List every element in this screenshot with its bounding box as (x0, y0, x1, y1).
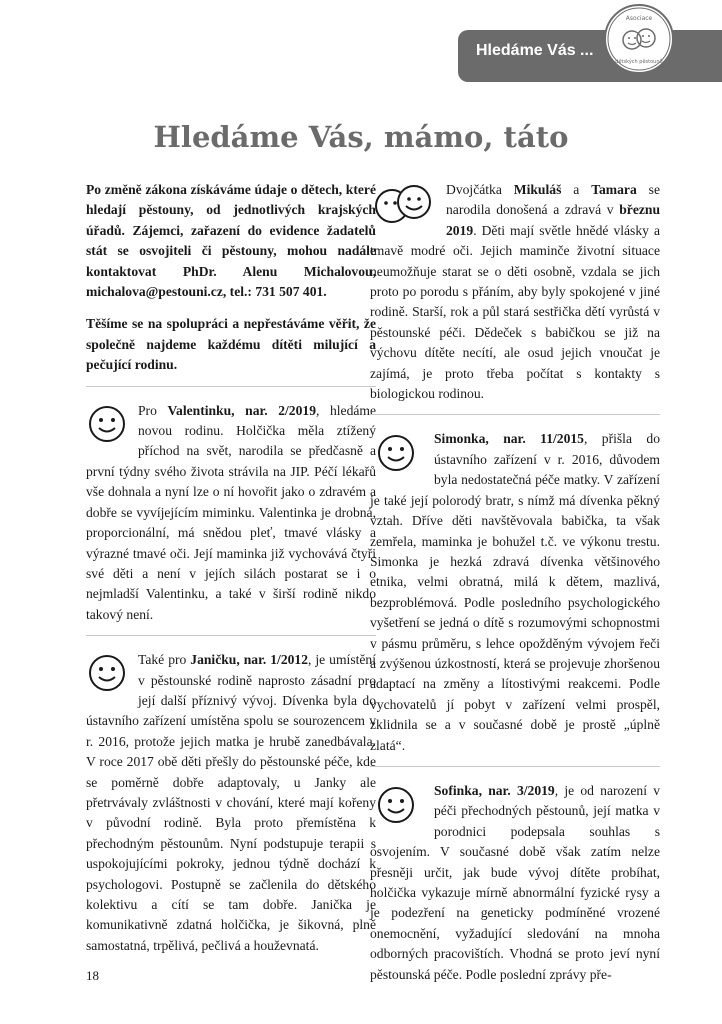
section-header-label: Hledáme Vás ... (476, 42, 594, 59)
entry-valentinka (86, 401, 376, 625)
child-name: Janičku, nar. 1/2012 (190, 652, 309, 668)
child-name: Mikuláš (513, 182, 562, 197)
smiley-face-icon (86, 652, 132, 696)
entry-dvojcata (370, 180, 660, 404)
intro-paragraph: Po změně zákona získáváme údaje o dětech, které hledají pěstouny, od jednotlivých krajských úřadů. Zájemci, zařazení do evidence žadatelů stát se osvojiteli či pěstouny, mohou nadále kontaktovat PhDr. Alenu Michalovou, michalova@pestouni.cz, tel.: 731 507 401. (86, 182, 376, 300)
left-column (86, 180, 376, 956)
entry-text: Pro Valentinku, nar. 2/2019, hledáme novou rodinu. Holčička měla ztížený příchod na svět, narodila se předčasně a první týdny svého života strávila na JIP. Péčí lékařů vše dohnala a nyní lze o ní hovořit jako o zdravém a dobře se vyvíjejícím miminku. Valentinka je drobná, proporcionální, má snědou pleť, tmavé vlásky a výrazné tmavé oči. Její maminka již vychovává čtyři své děti a není v jejích silách postarat se i o nejmladší Valentinku, a také v širší rodině nikdo takový není. (86, 402, 377, 622)
entry-text: Simonka, nar. 11/2015, přišla do ústavního zařízení v r. 2016, důvodem byla nedostatečná péče matky. V zařízení je také její polorodý bratr, s nímž má dívenka pěkný vztah. Dříve děti navštěvovala babička, ta však zemřela, maminka je bohužel t.č. ve výkonu trestu. Simonka je hezká zdravá dívenka většinového etnika, velmi obratná, milá k dětem, mazlivá, bezproblémová. Podle posledního psychologického vyšetření se jedná o dítě s rozumovými schopnostmi v pásmu průměru, s lehce opožděným vývojem řeči a zvýšenou úzkostností, která se projevuje zhoršenou adaptací na změny a lítostivými reakcemi. Podle vychovatelů jí pobyt v zařízení velmi prospěl, zklidnila se a v současné době je prostě „úplně zlatá“. (370, 431, 660, 753)
association-logo (604, 4, 674, 74)
intro-paragraph-2: Těšíme se na spolupráci a nepřestáváme věřit, že společně najdeme každému dítěti milující a pečující rodinu. (86, 316, 376, 373)
smiley-face-icon (370, 431, 428, 475)
smiley-face-icon (86, 403, 132, 447)
entry-sofinka (370, 781, 660, 985)
entry-text: Také pro Janičku, nar. 1/2012, je umístění v pěstounské rodině naprosto zásadní pro její další příznivý vývoj. Dívenka byla do ústavního zařízení umístěna spolu se sourozencem v r. 2016, protože jejich matka je hrubě zanedbávala. V roce 2017 obě děti přešly do pěstounské péče, kde se poměrně dobře adaptovaly, u Janky ale přetrvávaly zvláštnosti v chování, které mají kořeny v původní rodině. Byla proto přemístěna k přechodným pěstounům. Nyní podstupuje terapii s uspokojujícími pokroky, jednou týdně dochází k psychologovi. Postupně se začlenila do dětského kolektivu a cítí se tam dobře. Janička je komunikativně zdatná holčička, je šikovná, plně samostatná, trpělivá, pečlivá a houževnatá. (86, 652, 376, 953)
logo-text-bottom: dětských pěstounů (615, 59, 663, 65)
child-name: Sofinka, nar. 3/2019 (434, 782, 555, 798)
smiley-family-icon (606, 6, 672, 72)
child-name: Tamara (591, 182, 637, 197)
child-name: Simonka, nar. 11/2015 (434, 431, 584, 447)
divider (370, 414, 660, 415)
divider (86, 386, 376, 387)
logo-text-top: Asociace (625, 15, 653, 22)
entry-janicka (86, 650, 376, 956)
entry-text: Dvojčátka Mikuláš a Tamara se narodila donošená a zdravá v březnu 2019. Děti mají světle hnědé vlásky a tmavě modré oči. Jejich maminče životní situace neumožňuje starat se o děti osobně, vzdala se jich proto po porodu s přáním, aby byly spokojené v jiné rodině. Starší, rok a půl stará sestřička dětí vyrůstá v pěstounské péči. Dědeček s babičkou se již na výchovu dítěte necítí, ale osud jejich vnoučat je zajímá, je proto třeba počítat s kontakty s biologickou rodinou. (370, 182, 660, 402)
section-header-tab (458, 30, 722, 82)
divider (370, 766, 660, 767)
birth-date: březnu 2019 (446, 202, 660, 238)
page-number: 18 (86, 968, 99, 983)
divider (86, 635, 376, 636)
smiley-face-icon (370, 783, 428, 827)
entry-text: Sofinka, nar. 3/2019, je od narození v péči přechodných pěstounů, její matka v porodnici podepsala souhlas s osvojením. V současné době však zatím nelze přesněji určit, jak bude vývoj dítěte probíhat, holčička vykazuje mírně abnormální fyzické rysy a je podezření na geneticky podmíněné vrozené onemocnění, vyžadující sledování na mnoha odborných pracovištích. Vhodná se proto jeví nyní pěstounská péče. Podle poslední zprávy pře- (370, 782, 660, 982)
intro-block-2 (86, 314, 376, 375)
entry-simonka (370, 429, 660, 756)
intro-block (86, 180, 376, 302)
twin-smiley-icon (370, 182, 440, 226)
right-column (370, 180, 660, 985)
page-title: Hledáme Vás, mámo, táto (153, 120, 569, 154)
child-name: Valentinku, nar. 2/2019 (167, 402, 316, 418)
